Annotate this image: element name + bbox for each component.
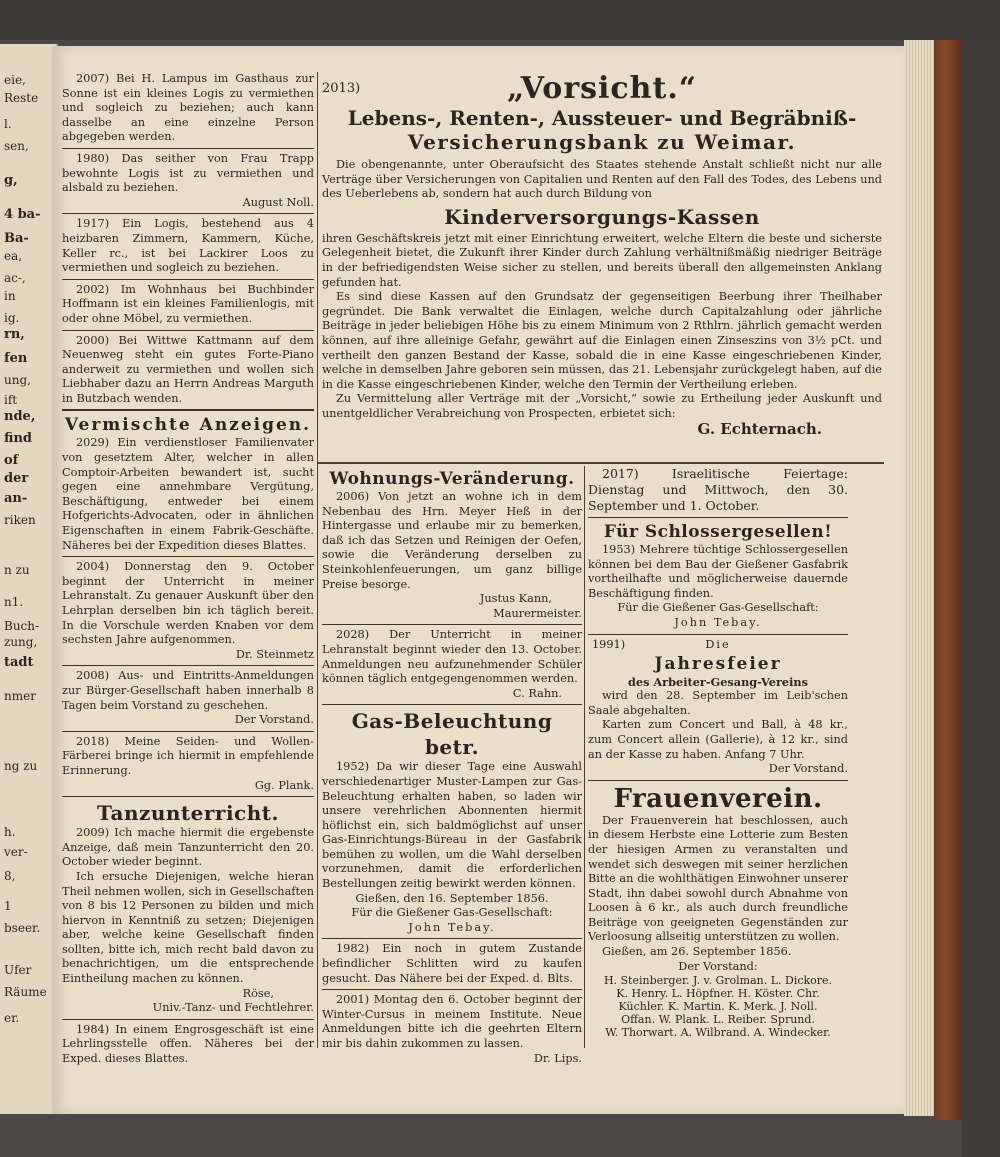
ad-1952-date: Gießen, den 16. September 1856. bbox=[355, 891, 549, 905]
left-page-fragment-text: ig. bbox=[4, 311, 20, 325]
left-page-fragment-text: nmer bbox=[4, 689, 36, 703]
left-page-fragment-text: of bbox=[4, 453, 19, 468]
ad-2018: 2018) Meine Seiden- und Wollen-Färberei bringe ich hiermit in empfehlende Erinnerung. bbox=[62, 734, 314, 777]
left-page-fragment-text: eie, bbox=[4, 73, 26, 87]
book-spine bbox=[934, 40, 962, 1120]
left-page-fragment bbox=[0, 44, 58, 1114]
ad-2009-body: Ich ersuche Diejenigen, welche hieran Theil nehmen wollen, sich in Gesellschaften von 8 bis 12 Personen zu bilden und mich hiervon in Kenntniß zu setzen; Diejenigen aber, welche keine Gesellschaft finden sollten, bitte ich, mich recht bald davon zu benachrichtigen, um die entsprechende Eintheilung machen zu können. bbox=[62, 869, 314, 986]
left-page-fragment-text: sen, bbox=[4, 139, 29, 153]
left-page-fragment-text: zung, bbox=[4, 635, 38, 649]
left-page-fragment-text: fen bbox=[4, 351, 28, 366]
vorsicht-subtitle-2: Versicherungsbank zu Weimar. bbox=[407, 130, 797, 154]
left-page-fragment-text: nde, bbox=[4, 409, 36, 424]
left-page-fragment-text: 8, bbox=[4, 869, 16, 883]
ad-2004: 2004) Donnerstag den 9. October beginnt der Unterricht in meiner Lehranstalt. Zu genauer Auskunft über den Lehrplan derselben bin ich täglich bereit. In die Vorschule werden Knaben vor dem sechsten Jahre aufgenommen. bbox=[62, 560, 314, 647]
ad-2013-number: 2013) bbox=[322, 81, 361, 96]
frauenverein-names: W. Thorwart. A. Wilbrand. A. Windecker. bbox=[605, 1026, 831, 1040]
section-rule bbox=[318, 462, 884, 464]
left-page-fragment-text: er. bbox=[4, 1011, 20, 1025]
scan-background-top bbox=[0, 0, 1000, 40]
vorsicht-paragraph-2: ihren Geschäftskreis jetzt mit einer Einrichtung erweitert, welche Eltern die beste und sicherste Gelegenheit bietet, die Zukunft ihrer Kinder durch Zahlung verhältnißmäßig niedriger Beiträge in der befriedigendsten Weise sicher zu stellen, und bereits überall den allgemeinsten Anklang gefunden hat. bbox=[322, 231, 882, 289]
left-page-fragment-text: 4 ba- bbox=[4, 207, 41, 222]
ad-1980-signature: August Noll. bbox=[242, 195, 314, 209]
ad-1953: 1953) Mehrere tüchtige Schlossergesellen können bei dem Bau der Gießener Gasfabrik vortheilhafte und möglicherweise dauernde Beschäftigung finden. bbox=[588, 543, 848, 600]
left-page-fragment-text: der bbox=[4, 471, 29, 486]
vorsicht-paragraph-4: Zu Vermittelung aller Verträge mit der „Vorsicht,“ sowie zu Ertheilung jeder Auskunft und unentgeldlicher Verabreichung von Prospecten, erbietet sich: bbox=[322, 392, 882, 420]
frauenverein-paragraph: Der Frauenverein hat beschlossen, auch in diesem Herbste eine Lotterie zum Besten der hiesigen Armen zu veranstalten und wendet sich deswegen mit seiner herzlichen Bitte an die wohlthätigen Einwohner unserer Stadt, ihn dabei sowohl durch Abnahme von Loosen à 6 kr., als auch durch freundliche Beiträge von geeigneten Gegenständen zur Verloosung allseitig unterstützen zu wollen. bbox=[588, 813, 848, 944]
ad-2017: 2017) Israelitische Feiertage: Dienstag und Mittwoch, den 30. September und 1. October. bbox=[588, 466, 848, 513]
column-middle bbox=[322, 466, 582, 1066]
frauenverein-names: H. Steinberger. J. v. Grolman. L. Dickore. bbox=[603, 974, 833, 988]
column-left bbox=[62, 72, 314, 1067]
ad-1953-signature-2: John Tebay. bbox=[674, 615, 762, 629]
column-right bbox=[588, 466, 848, 1039]
frauenverein-names: Offan. W. Plank. L. Reiber. Sprund. bbox=[621, 1013, 815, 1027]
ad-1991-paragraph-2: Karten zum Concert und Ball, à 48 kr., zum Concert allein (Gallerie), à 12 kr., sind an der Kasse zu haben. Anfang 7 Uhr. bbox=[588, 718, 848, 761]
ad-2018-signature: Gg. Plank. bbox=[254, 778, 314, 792]
left-page-fragment-text: ift bbox=[4, 393, 18, 407]
ad-2004-signature: Dr. Steinmetz bbox=[235, 647, 314, 661]
ad-1991-die: Die bbox=[705, 637, 731, 651]
ad-2001-signature: Dr. Lips. bbox=[533, 1051, 582, 1065]
frauenverein-names: K. Henry. L. Höpfner. H. Köster. Chr. bbox=[616, 987, 820, 1001]
ad-2009-intro: 2009) Ich mache hiermit die ergebenste Anzeige, daß mein Tanzunterricht den 20. October wieder beginnt. bbox=[62, 826, 314, 869]
ad-2028-signature: C. Rahn. bbox=[512, 686, 562, 700]
ad-2008-signature: Der Vorstand. bbox=[234, 713, 314, 727]
heading-fuer-schlossergesellen: Für Schlossergesellen! bbox=[603, 522, 833, 542]
left-page-fragment-text: in bbox=[4, 289, 16, 303]
frauenverein-date: Gießen, am 26. September 1856. bbox=[602, 945, 792, 959]
heading-gas-beleuchtung: Gas-Beleuchtung betr. bbox=[351, 709, 553, 760]
heading-tanzunterricht: Tanzunterricht. bbox=[97, 801, 279, 826]
ad-2006-signature-title: Maurermeister. bbox=[493, 606, 582, 620]
left-page-fragment-text: an- bbox=[4, 491, 28, 506]
left-page-fragment-text: l. bbox=[4, 117, 12, 131]
left-page-fragment-text: rn, bbox=[4, 327, 25, 342]
ad-2013-vorsicht bbox=[322, 72, 882, 436]
left-page-fragment-text: Ba- bbox=[4, 231, 29, 246]
left-page-fragment-text: Buch- bbox=[4, 619, 40, 633]
column-rule bbox=[584, 466, 585, 1048]
ad-1991-signature: Der Vorstand. bbox=[768, 762, 848, 776]
ad-1952: 1952) Da wir dieser Tage eine Auswahl verschiedenartiger Muster-Lampen zur Gas-Beleuchtung erhalten haben, so laden wir unsere verehrlichen Abonnenten hiermit höflichst ein, sich baldmöglichst auf unser Gas-Einrichtungs-Büreau in der Gasfabrik bemühen zu wollen, um die Wahl derselben vorzunehmen, damit die erforderlichen Bestellungen zeitig bewirkt werden können. bbox=[322, 760, 582, 891]
ad-1917: 1917) Ein Logis, bestehend aus 4 heizbaren Zimmern, Kammern, Küche, Keller rc., ist bei Lackirer Loos zu vermiethen und sogleich zu beziehen. bbox=[62, 217, 314, 275]
ad-1984: 1984) In einem Engrosgeschäft ist eine Lehrlingsstelle offen. Näheres bei der Exped. dieses Blattes. bbox=[62, 1022, 314, 1066]
ad-2001: 2001) Montag den 6. October beginnt der Winter-Cursus in meinem Institute. Neue Anmeldungen bitte ich die geehrten Eltern mir bis dahin zukommen zu lassen. bbox=[322, 993, 582, 1050]
left-page-fragment-text: n1. bbox=[4, 595, 24, 609]
heading-jahresfeier: Jahresfeier bbox=[654, 653, 782, 674]
scan-background-right bbox=[962, 40, 1000, 1157]
vorsicht-signature: G. Echternach. bbox=[697, 419, 822, 438]
heading-wohnungs-veraenderung: Wohnungs-Veränderung. bbox=[329, 469, 575, 489]
heading-frauenverein: Frauenverein. bbox=[613, 783, 823, 814]
left-page-fragment-text: bseer. bbox=[4, 921, 41, 935]
ad-1980: 1980) Das seither von Frau Trapp bewohnte Logis ist zu vermiethen und alsbald zu beziehen. bbox=[62, 151, 314, 195]
left-page-fragment-text: n zu bbox=[4, 563, 30, 577]
vorsicht-subtitle-1: Lebens-, Renten-, Aussteuer- und Begräbniß- bbox=[347, 106, 857, 130]
vorsicht-paragraph-1: Die obengenannte, unter Oberaufsicht des Staates stehende Anstalt schließt nicht nur alle Verträge über Versicherungen von Capitalien und Renten auf den Fall des Todes, des Lebens und des Ueberlebens ab, sondern hat auch durch Bildung von bbox=[322, 158, 882, 201]
left-page-fragment-text: Räume bbox=[4, 985, 47, 999]
ad-1952-signature-1: Für die Gießener Gas-Gesellschaft: bbox=[351, 906, 553, 920]
left-page-fragment-text: ver- bbox=[4, 845, 28, 859]
ad-2009-signature-title: Univ.-Tanz- und Fechtlehrer. bbox=[152, 1001, 314, 1015]
frauenverein-names: Küchler. K. Martin. K. Merk. J. Noll. bbox=[618, 1000, 818, 1014]
ad-1991-number: 1991) bbox=[592, 637, 626, 651]
left-page-fragment-text: Reste bbox=[4, 91, 39, 105]
column-rule bbox=[317, 72, 318, 1048]
ad-2002: 2002) Im Wohnhaus bei Buchbinder Hoffmann ist ein kleines Familienlogis, mit oder ohne Möbel, zu vermiethen. bbox=[62, 282, 314, 325]
ad-2009-signature-name: Röse, bbox=[242, 986, 274, 1000]
ad-2029: 2029) Ein verdienstloser Familienvater von gesetztem Alter, welcher in allen Comptoir-Arbeiten bewandert ist, sucht gegen eine annehmbare Vergütung, Beschäftigung, entweder bei einem Hofgerichts-Advocaten, oder in ähnlichen Eigenschaften in einem Fabrik-Geschäfte. Näheres bei der Expedition dieses Blattes. bbox=[62, 436, 314, 552]
kinderversorgungs-kassen-heading: Kinderversorgungs-Kassen bbox=[444, 204, 760, 229]
ad-2000: 2000) Bei Wittwe Kattmann auf dem Neuenweg steht ein gutes Forte-Piano anderweit zu vermiethen und wollen sich Liebhaber dazu an Herrn Andreas Marguth in Butzbach wenden. bbox=[62, 333, 314, 405]
ad-2006-signature-name: Justus Kann, bbox=[479, 592, 552, 606]
left-page-fragment-text: ng zu bbox=[4, 759, 38, 773]
ad-1991-subtitle: des Arbeiter-Gesang-Vereins bbox=[628, 674, 808, 689]
ad-2028: 2028) Der Unterricht in meiner Lehranstalt beginnt wieder den 13. October. Anmeldungen neu aufzunehmender Schüler können täglich entgegengenommen werden. bbox=[322, 628, 582, 686]
ad-2006: 2006) Von jetzt an wohne ich in dem Nebenbau des Hrn. Meyer Heß in der Hintergasse und erlaube mir zu bemerken, daß ich das Setzen und Reinigen der Oefen, sowie die Veränderung derselben zu Steinkohlenfeuerungen, um ganz billige Preise besorge. bbox=[322, 490, 582, 591]
ad-1953-signature-1: Für die Gießener Gas-Gesellschaft: bbox=[617, 601, 819, 615]
frauenverein-vorstand: Der Vorstand: bbox=[678, 959, 758, 973]
page-edges bbox=[904, 40, 934, 1116]
ad-1991-paragraph-1: wird den 28. September im Leib'schen Saale abgehalten. bbox=[588, 689, 848, 717]
left-page-fragment-text: g, bbox=[4, 173, 18, 188]
ad-1982: 1982) Ein noch in gutem Zustande befindlicher Schlitten wird zu kaufen gesucht. Das Nähere bei der Exped. d. Blts. bbox=[322, 942, 582, 985]
left-page-fragment-text: ung, bbox=[4, 373, 31, 387]
left-page-fragment-text: h. bbox=[4, 825, 16, 839]
ad-2007: 2007) Bei H. Lampus im Gasthaus zur Sonne ist ein kleines Logis zu vermiethen und sogleich zu beziehen; auch kann dasselbe an eine einzelne Person abgegeben werden. bbox=[62, 72, 314, 144]
left-page-fragment-text: ea, bbox=[4, 249, 23, 263]
vorsicht-paragraph-3: Es sind diese Kassen auf den Grundsatz der gegenseitigen Beerbung ihrer Theilhaber gegründet. Die Bank verwaltet die Einlagen, welche durch Capitalzahlung oder jährliche Beiträge in jeder beliebigen Höhe bis zu einem Minimum von 2 Rthlrn. jährlich gemacht werden können, auf ihre alleinige Gefahr, gewährt auf die Einlagen einen Zinseszins von 3½ pCt. und vertheilt den ganzen Bestand der Kasse, sobald die in eine Kasse eingeschriebenen Kinder, welche in demselben Jahre geboren sein müssen, das 21. Lebensjahr zurückgelegt haben, auf die in die Kasse eingeschriebenen Kinder, welche den Termin der Vertheilung erleben. bbox=[322, 290, 882, 391]
ad-2008: 2008) Aus- und Eintritts-Anmeldungen zur Bürger-Gesellschaft haben innerhalb 8 Tagen beim Vorstand zu geschehen. bbox=[62, 669, 314, 712]
left-page-fragment-text: tadt bbox=[4, 655, 34, 670]
left-page-fragment-text: 1 bbox=[4, 899, 12, 913]
vorsicht-title: „Vorsicht.“ bbox=[506, 71, 698, 106]
left-page-fragment-text: Ufer bbox=[4, 963, 32, 977]
left-page-fragment-text: riken bbox=[4, 513, 36, 527]
left-page-fragment-text: find bbox=[4, 431, 32, 446]
left-page-fragment-text: ac-, bbox=[4, 271, 26, 285]
ad-1952-signature-2: John Tebay. bbox=[408, 920, 496, 934]
heading-vermischte-anzeigen: Vermischte Anzeigen. bbox=[64, 415, 312, 436]
